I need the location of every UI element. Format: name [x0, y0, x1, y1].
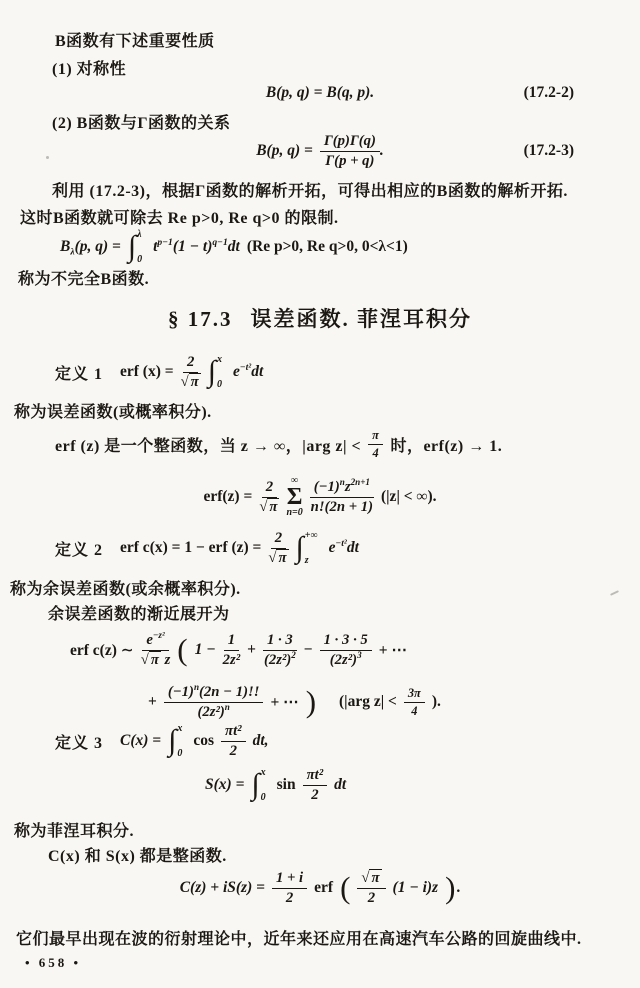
integral-lower-limit: 0: [260, 792, 266, 803]
coefficient-fraction: $\frac{e^{-z^2}}{\text{√ π z}}$: [140, 629, 171, 668]
equation-incomplete-beta: [60, 226, 408, 268]
equation-erfc-asymptotic-line1: [70, 622, 407, 678]
definition-label: 定义 3: [55, 734, 104, 752]
page-number: • 658 •: [25, 955, 82, 970]
integral-icon: ∫: [127, 230, 137, 263]
equation-cs-erf-relation: [0, 864, 640, 912]
sine-function: sin: [276, 776, 296, 793]
equation-lhs: erf c(x) = 1 − erf (z) =: [120, 539, 262, 556]
summation: [286, 476, 302, 519]
argument-fraction: $\frac{\text{πt²}}{2}$: [303, 767, 328, 804]
term-1-fraction: $\frac{1}{\text{2z²}}$: [222, 631, 241, 668]
definition-erf: [55, 350, 263, 394]
differential: dt,: [252, 732, 269, 749]
equation-number: (17.2-3): [523, 142, 574, 159]
coefficient-fraction: $\frac{2}{√ \pi}$: [180, 353, 199, 390]
general-term-fraction: $\frac{(-1)^n(2n - 1)!!}{(2z^2)^n}$: [164, 684, 264, 721]
paragraph-history: 它们最早出现在波的衍射理论中，近年来还应用在高速汽车公路的回旋曲线中.: [16, 931, 582, 948]
coefficient-fraction: $\frac{2}{√ \pi}$: [259, 478, 278, 515]
integral-icon: ∫: [207, 355, 216, 388]
condition-suffix: ).: [431, 693, 441, 710]
sum-upper-limit: ∞: [291, 474, 299, 486]
integral-icon: ∫: [295, 531, 304, 564]
definition-label: 定义 1: [55, 365, 104, 383]
argument-fraction: $\frac{\text{πt²}}{2}$: [221, 723, 246, 760]
integrand: $t^{p-1}(1 - t)^{q-1}dt$: [153, 236, 240, 255]
radical-icon: √: [180, 373, 189, 390]
integral-lower-limit: 0: [216, 379, 222, 390]
integral: [208, 354, 226, 390]
ellipsis: + ⋯: [378, 641, 407, 659]
equation-lhs: B(p, q) =: [256, 142, 313, 159]
condition-fraction: $\frac{3\pi}{4}$: [404, 686, 425, 718]
equation-body: B(p, q) = B(q, p).: [265, 84, 375, 101]
equation-number: (17.2-2): [523, 84, 574, 101]
integral: [296, 530, 322, 566]
sum-lower-limit: n=0: [286, 507, 303, 519]
integral-upper-limit: x: [177, 723, 183, 734]
equation-fresnel-s: [205, 762, 346, 808]
sqrt-pi-over-2-fraction: $\frac{√ \pi}{2}$: [357, 870, 385, 907]
term-0: 1 −: [194, 641, 216, 658]
section-heading: [0, 303, 640, 333]
fraction-numerator: Γ(p)Γ(q): [320, 133, 380, 152]
integral-lower-limit: 0: [137, 254, 143, 265]
radical-icon: √: [268, 549, 277, 566]
sigma-icon: Σ: [286, 483, 303, 510]
equation-gamma-relation: [0, 128, 640, 174]
fraction-pi-over-4: $\frac{\pi}{4}$: [368, 428, 383, 460]
paragraph-asymptotic-intro: 余误差函数的渐近展开为: [48, 606, 230, 623]
intro-line: B函数有下述重要性质: [55, 33, 215, 50]
property-item-gamma-relation: (2) B函数与Γ函数的关系: [52, 115, 231, 132]
equation-lhs: S(x) =: [205, 776, 245, 793]
integral-icon: ∫: [251, 768, 260, 801]
radical-icon: √: [140, 651, 149, 668]
paragraph-erfc-name: 称为余误差函数(或余概率积分).: [10, 581, 241, 598]
integral-upper-limit: λ: [137, 229, 142, 240]
equation-lhs: erf c(z) ∼: [70, 642, 134, 659]
function-symbol: B: [60, 238, 71, 255]
integral: [128, 229, 146, 265]
equation-erf-series: [0, 468, 640, 526]
term-2-fraction: $\frac{1 \cdot 3}{(2z^2)^2}$: [263, 631, 296, 668]
definition-erfc: [55, 526, 359, 570]
paragraph-analytic-line2: 这时B函数就可除去 Re p>0, Re q>0 的限制.: [20, 210, 339, 227]
radical-icon: √: [259, 498, 268, 515]
paragraph-incomplete-beta-name: 称为不完全B函数.: [18, 271, 150, 288]
open-paren: (: [340, 869, 351, 905]
definition-label: 定义 2: [55, 541, 104, 559]
term-3-fraction: $\frac{1 \cdot 3 \cdot 5}{(2z^2)^3}$: [320, 632, 372, 669]
integral: [251, 767, 269, 803]
integral-upper-limit: x: [216, 354, 222, 365]
text-after-fraction: 时，erf(z) → 1.: [390, 437, 503, 455]
ellipsis: + ⋯: [270, 693, 299, 711]
equation-period: .: [379, 141, 384, 159]
integral-upper-limit: x: [260, 767, 266, 778]
equation-conditions: (Re p>0, Re q>0, 0<λ<1): [246, 238, 408, 255]
paragraph-fresnel-name: 称为菲涅耳积分.: [14, 823, 135, 840]
close-paren: ): [445, 869, 456, 905]
equation-period: .: [456, 879, 461, 896]
radical-icon: √: [361, 869, 370, 886]
equation-lhs: C(z) + iS(z) =: [179, 879, 265, 896]
equation-symmetry: [0, 80, 640, 106]
scan-artifact: [46, 156, 49, 159]
definition-fresnel-c: [55, 718, 269, 764]
subscript: λ: [70, 246, 75, 258]
plus-operator: +: [148, 693, 157, 710]
erf-function: erf: [314, 879, 334, 896]
arguments: (p, q) =: [74, 238, 121, 255]
equation-lhs: [60, 238, 121, 256]
paragraph-erf-entire: [55, 426, 502, 462]
equation-lhs: C(x) =: [120, 732, 162, 749]
coefficient-fraction: $\frac{1 + i}{2}$: [272, 870, 307, 907]
cosine-function: cos: [193, 732, 215, 749]
integrand: $e^{-t^2}dt$: [328, 537, 359, 556]
fraction: [320, 133, 384, 170]
coefficient-fraction: $\frac{2}{√ \pi}$: [268, 529, 287, 566]
series-term-fraction: $\frac{(-1)^nz^{2n+1}}{n!(2n + 1)}$: [310, 476, 374, 515]
section-title: 误差函数. 菲涅耳积分: [250, 307, 472, 331]
minus-operator: −: [303, 641, 313, 658]
erf-argument: (1 − i)z: [392, 879, 439, 896]
condition-prefix: (|arg z| <: [339, 693, 397, 710]
open-paren: (: [177, 631, 188, 667]
equation-lhs: erf (x) =: [120, 363, 174, 380]
paragraph-cs-entire: C(x) 和 S(x) 都是整函数.: [48, 848, 227, 865]
paragraph-analytic-line1: 利用 (17.2-3)，根据Γ函数的解析开拓，可得出相应的B函数的解析开拓.: [52, 183, 568, 200]
integral-icon: ∫: [168, 724, 177, 757]
equation-lhs: erf(z) =: [203, 488, 253, 505]
property-item-symmetry: (1) 对称性: [52, 61, 127, 78]
integral: [168, 723, 186, 759]
integral-lower-limit: 0: [177, 748, 183, 759]
integral-lower-limit: z: [304, 555, 309, 566]
plus-operator: +: [247, 641, 257, 658]
close-paren: ): [305, 683, 317, 719]
text-before-fraction: erf (z) 是一个整函数，当 z → ∞，|arg z| <: [55, 437, 362, 455]
equation-conditions: (|z| < ∞).: [380, 488, 437, 505]
integrand: $e^{-t^2}dt$: [232, 361, 264, 380]
integral-upper-limit: +∞: [304, 530, 318, 541]
scan-artifact: [610, 590, 619, 596]
section-number: § 17.3: [168, 307, 233, 331]
fraction-denominator: Γ(p + q): [325, 152, 375, 169]
differential: dt: [334, 776, 347, 793]
paragraph-erf-name: 称为误差函数(或概率积分).: [14, 404, 212, 421]
